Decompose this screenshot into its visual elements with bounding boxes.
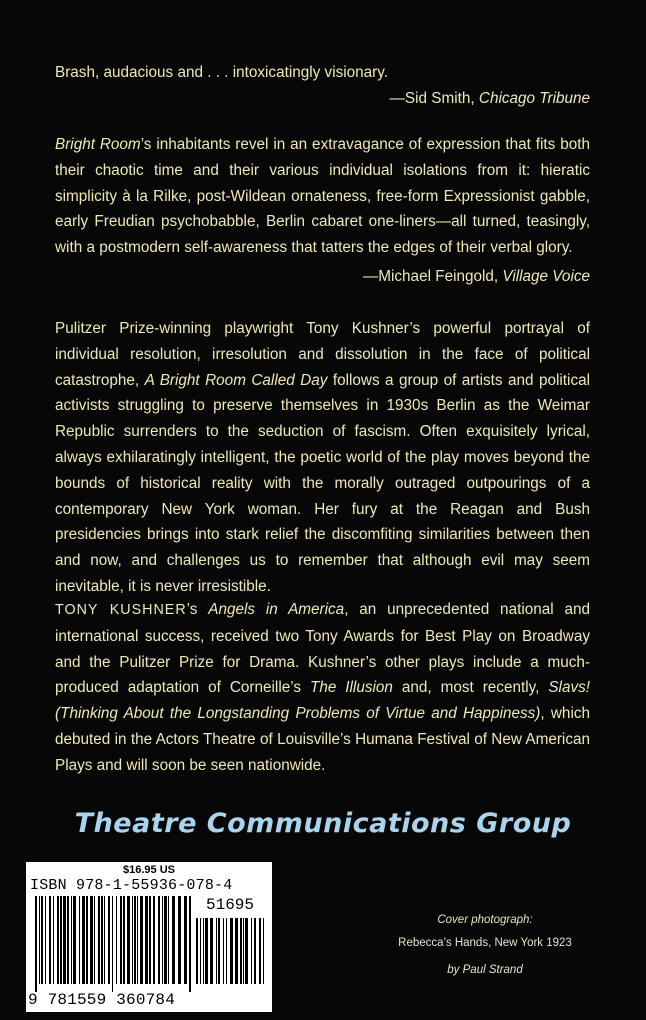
addon-bars-icon bbox=[196, 918, 266, 992]
isbn-label: ISBN 978-1-55936-078-4 bbox=[30, 877, 233, 894]
bio-text: ’s bbox=[186, 601, 209, 618]
quote-text: ’s inhabitants revel in an extravagance of expression that fits both their chaotic time and their various individual isolations from it: hieratic simplicity à la Rilke, post-Wildean ornateness, free-form Expressionist gabble, early Freudian psychobabble, Berlin cabaret one-liners—all turned, teasingly, with a postmodern self-awareness that tatters the edges of their verbal glory. bbox=[55, 136, 591, 257]
author-name: TONY KUSHNER bbox=[55, 602, 187, 618]
bio-text: , which debuted in the Actors Theatre of Louisville’s Humana Festival of New American Plays and will soon be seen nationwide. bbox=[55, 705, 590, 774]
cover-credit-work: Rebecca’s Hands, New York 1923 bbox=[398, 937, 572, 949]
attribution-name: —Sid Smith, bbox=[389, 90, 479, 107]
attribution-source: Chicago Tribune bbox=[478, 90, 590, 107]
work-title: The Illusion bbox=[309, 679, 393, 697]
quote-chicago-tribune bbox=[55, 60, 590, 86]
quote-attribution bbox=[55, 86, 590, 112]
quote-attribution bbox=[55, 264, 590, 290]
bio-text: , an unprecedented national and international success, received two Tony Awards for Best Play on Broadway and the Pulitzer Prize for Drama. Kushner’s other plays include a much-produced adaptation of Corneille’s bbox=[55, 601, 591, 697]
ean-digits: 9 781559 360784 bbox=[28, 991, 176, 1009]
attribution-name: —Michael Feingold, bbox=[362, 268, 503, 285]
book-description bbox=[55, 316, 590, 600]
quote-text: Brash, audacious and . . . intoxicatingly visionary. bbox=[55, 64, 389, 81]
attribution-source: Village Voice bbox=[502, 268, 590, 285]
bio-text: and, most recently, bbox=[392, 679, 549, 697]
book-title: A Bright Room Called Day bbox=[144, 371, 328, 389]
work-title: Angels in America bbox=[208, 601, 345, 618]
cover-credit-label: Cover photograph: bbox=[437, 914, 533, 926]
quote-title: Bright Room bbox=[55, 136, 141, 153]
author-bio bbox=[55, 597, 590, 779]
price-label: $16.95 US bbox=[123, 864, 175, 876]
barcode-bars-icon bbox=[35, 896, 191, 992]
work-title: Slavs! (Thinking About the Longstanding Problems of Virtue and Happiness) bbox=[55, 679, 590, 723]
addon-digits: 51695 bbox=[205, 896, 254, 914]
cover-credit-photographer: by Paul Strand bbox=[447, 964, 523, 976]
publisher-logo: Theatre Communications Group bbox=[74, 808, 572, 839]
description-text: Pulitzer Prize-winning playwright Tony Kushner’s powerful portrayal of individual resolution, irresolution and dissolution in the face of political catastrophe, bbox=[55, 320, 590, 389]
quote-village-voice bbox=[55, 132, 590, 261]
description-text: follows a group of artists and political activists struggling to preserve themselves in 1930s Berlin as the Weimar Republic surrenders to the seduction of fascism. Often exquisitely lyrical, always exhilaratingly intelligent, the poetic world of the play moves beyond the bounds of historical reality with the morally outraged outpourings of a contemporary New York woman. Her fury at the Reagan and Bush presidencies brings into stark relief the discomfiting similarities between then and now, and challenges us to remember that although evil may seem inevitable, it is never irresistible. bbox=[55, 371, 591, 595]
barcode bbox=[26, 862, 272, 1012]
